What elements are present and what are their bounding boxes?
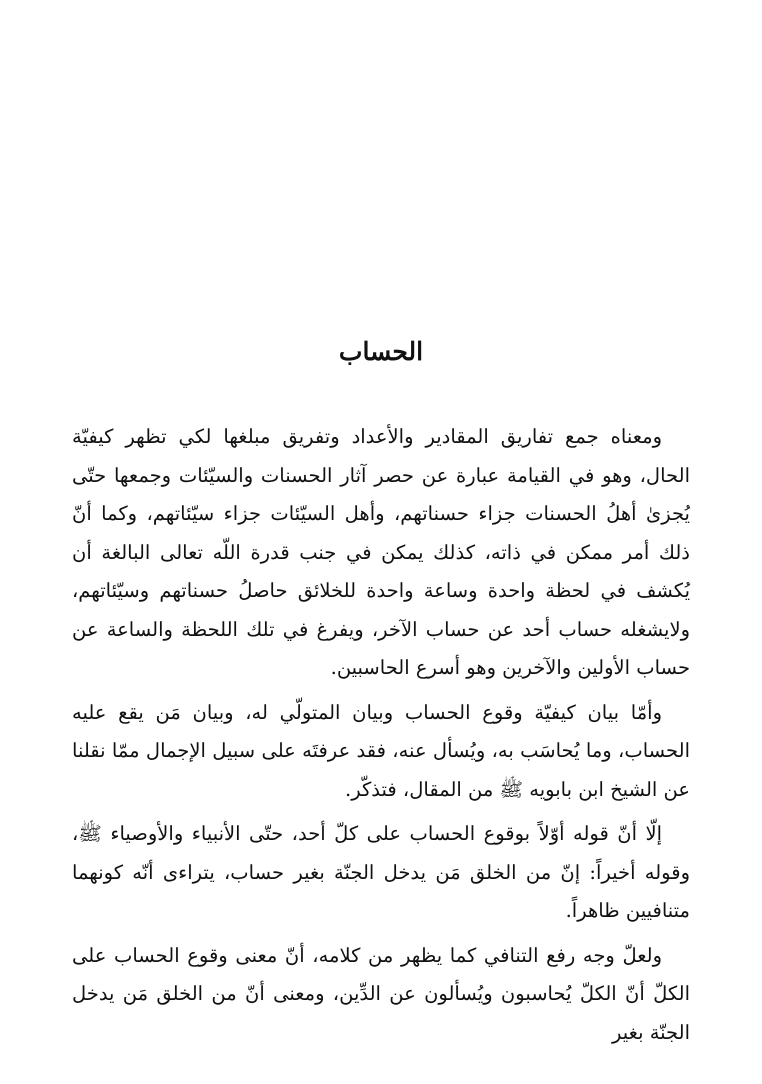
page-title: الحساب: [338, 337, 424, 366]
paragraph: ولعلّ وجه رفع التنافي كما يظهر من كلامه، أنّ معنى وقوع الحساب على الكلّ أنّ الكلّ يُحاسبون ويُسألون عن الدِّين، ومعنى أنّ من الخلق مَن يدخل الجنّة بغير: [72, 943, 690, 1044]
paragraph: ومعناه جمع تفاريق المقادير والأعداد وتفريق مبلغها لكي تظهر كيفيّة الحال، وهو في القيامة عبارة عن حصر آثار الحسنات والسيّئات وجمعها حتّى يُجزىٰ أهلُ الحسنات جزاء حسناتهم، وأهل السيّئات جزاء سيّئاتهم، وكما أنّ ذلك أمر ممكن في ذاته، كذلك يمكن في جنب قدرة اللّه تعالى البالغة أن يُكشف في لحظة واحدة وساعة واحدة للخلائق حاصلُ حسناتهم وسيّئاتهم، ولايشغله حساب أحد عن حساب الآخر، ويفرغ في تلك اللحظة والساعة عن حساب الأولين والآخرين وهو أسرع الحاسبين.: [72, 425, 690, 679]
document-body: [72, 418, 690, 1058]
paragraph: وأمّا بيان كيفيّة وقوع الحساب وبيان المتولّي له، وبيان مَن يقع عليه الحساب، وما يُحاسَب به، ويُسأل عنه، فقد عرفتَه على سبيل الإجمال ممّا نقلنا عن الشيخ ابن بابويه ﷺ من المقال، فتذكّر.: [72, 700, 690, 801]
paragraph: إلّا أنّ قوله أوّلاً بوقوع الحساب على كلّ أحد، حتّى الأنبياء والأوصياء ﷺ، وقوله أخيراً: إنّ من الخلق مَن يدخل الجنّة بغير حساب، يتراءى أنّه كونهما متنافيين ظاهراً.: [72, 822, 690, 922]
